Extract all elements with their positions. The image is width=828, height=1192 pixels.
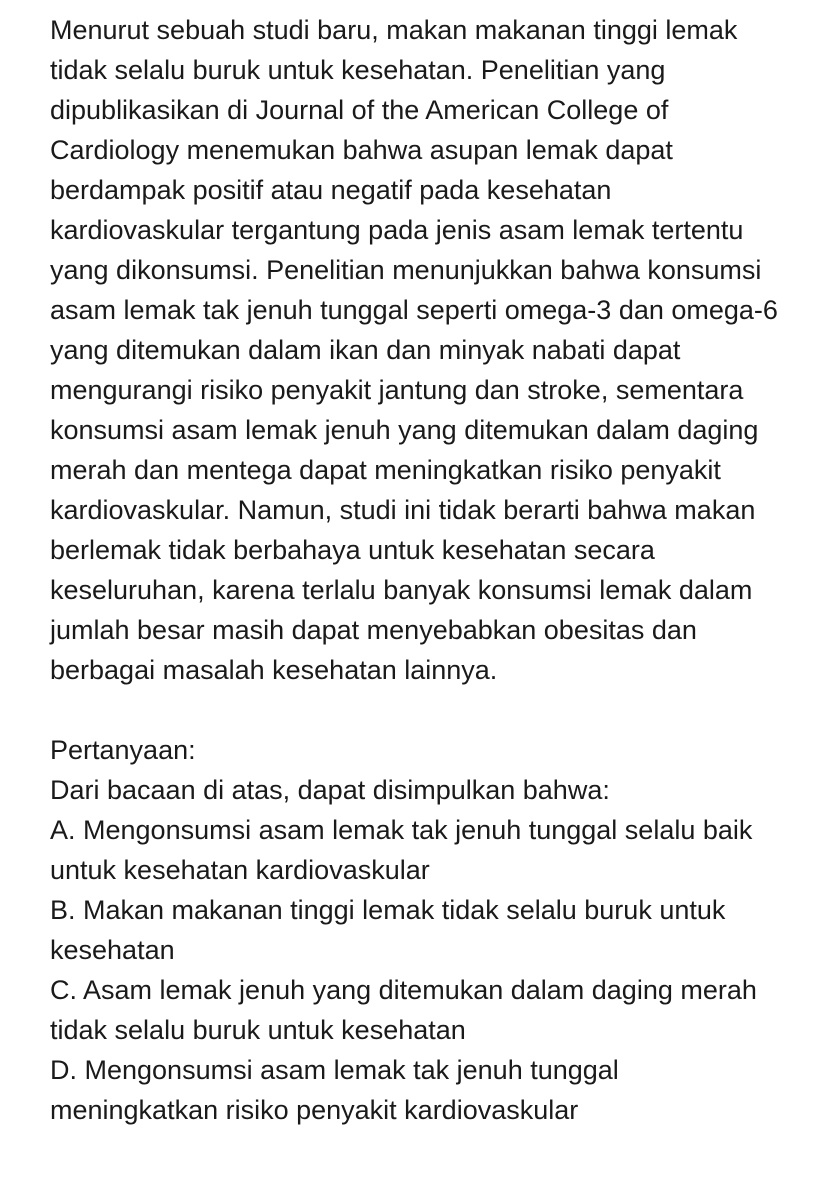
answer-option-a: A. Mengonsumsi asam lemak tak jenuh tunggal selalu baik untuk kesehatan kardiovaskular [50, 815, 753, 885]
text-block [50, 10, 790, 1130]
question-section [50, 730, 790, 1130]
passage-text: Menurut sebuah studi baru, makan makanan tinggi lemak tidak selalu buruk untuk kesehatan. Penelitian yang dipublikasikan di Journal of the American College of Cardiology menemukan bahwa asupan lemak dapat berdampak positif atau negatif pada kesehatan kardiovaskular tergantung pada jenis asam lemak tertentu yang dikonsumsi. Penelitian menunjukkan bahwa konsumsi asam lemak tak jenuh tunggal seperti omega-3 dan omega-6 yang ditemukan dalam ikan dan minyak nabati dapat mengurangi risiko penyakit jantung dan stroke, sementara konsumsi asam lemak jenuh yang ditemukan dalam daging merah dan mentega dapat meningkatkan risiko penyakit kardiovaskular. Namun, studi ini tidak berarti bahwa makan berlemak tidak berbahaya untuk kesehatan secara keseluruhan, karena terlalu banyak konsumsi lemak dalam jumlah besar masih dapat menyebabkan obesitas dan berbagai masalah kesehatan lainnya. [50, 15, 778, 685]
question-label: Pertanyaan: [50, 735, 196, 765]
answer-option-b: B. Makan makanan tinggi lemak tidak selalu buruk untuk kesehatan [50, 895, 726, 965]
answer-option-d: D. Mengonsumsi asam lemak tak jenuh tunggal meningkatkan risiko penyakit kardiovaskular [50, 1055, 619, 1125]
question-prompt: Dari bacaan di atas, dapat disimpulkan bahwa: [50, 775, 610, 805]
answer-option-c: C. Asam lemak jenuh yang ditemukan dalam daging merah tidak selalu buruk untuk kesehatan [50, 975, 757, 1045]
